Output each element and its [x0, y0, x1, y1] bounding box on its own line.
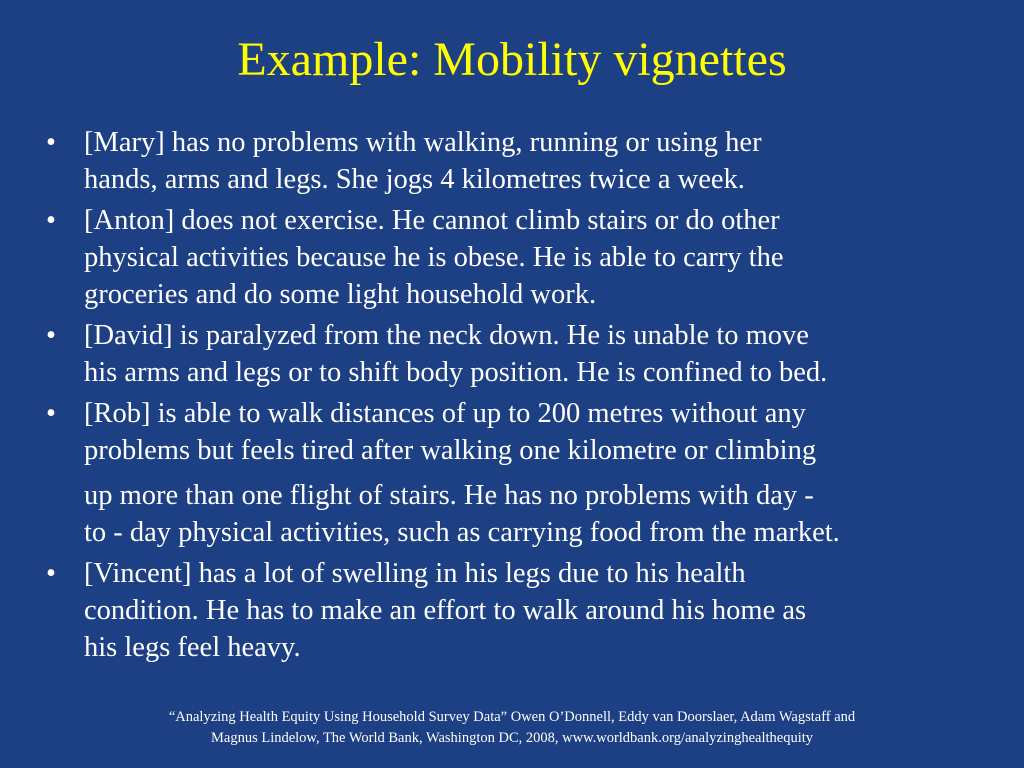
bullet-line: physical activities because he is obese. He is able to carry the — [84, 242, 784, 273]
bullet-dot-icon: • — [46, 320, 56, 351]
bullet-item-vincent — [46, 555, 1006, 666]
bullet-dot-icon: • — [46, 558, 56, 589]
bullet-dot-icon: • — [46, 127, 56, 158]
bullet-line: [Anton] does not exercise. He cannot climb stairs or do other — [84, 205, 780, 236]
bullet-item-rob — [46, 395, 1006, 551]
bullet-item-anton — [46, 202, 1006, 313]
bullet-item-mary — [46, 124, 1006, 198]
citation-footer — [0, 707, 1024, 749]
bullet-line: condition. He has to make an effort to walk around his home as — [84, 595, 807, 626]
bullet-dot-icon: • — [46, 398, 56, 429]
bullet-line: hands, arms and legs. She jogs 4 kilometres twice a week. — [84, 164, 745, 195]
citation-line: “Analyzing Health Equity Using Household Survey Data” Owen O’Donnell, Eddy van Doorslaer, Adam Wagstaff and — [168, 709, 856, 725]
slide-title: Example: Mobility vignettes — [237, 33, 787, 86]
bullet-line: to - day physical activities, such as carrying food from the market. — [84, 517, 840, 548]
bullet-line: [David] is paralyzed from the neck down. He is unable to move — [84, 320, 809, 351]
bullet-item-david — [46, 317, 1006, 391]
bullet-line: his arms and legs or to shift body position. He is confined to bed. — [84, 357, 828, 388]
bullet-line: groceries and do some light household work. — [84, 279, 597, 310]
bullet-line: [Rob] is able to walk distances of up to 200 metres without any — [84, 398, 806, 429]
bullet-list — [46, 124, 1006, 670]
citation-line: Magnus Lindelow, The World Bank, Washington DC, 2008, www.worldbank.org/analyzinghealthequity — [210, 730, 814, 746]
bullet-line: his legs feel heavy. — [84, 632, 301, 663]
bullet-line: [Vincent] has a lot of swelling in his legs due to his health — [84, 558, 746, 589]
bullet-line: [Mary] has no problems with walking, running or using her — [84, 127, 762, 158]
bullet-line: problems but feels tired after walking one kilometre or climbing — [84, 435, 817, 466]
bullet-line: up more than one flight of stairs. He has no problems with day - — [84, 480, 814, 511]
bullet-dot-icon: • — [46, 205, 56, 236]
